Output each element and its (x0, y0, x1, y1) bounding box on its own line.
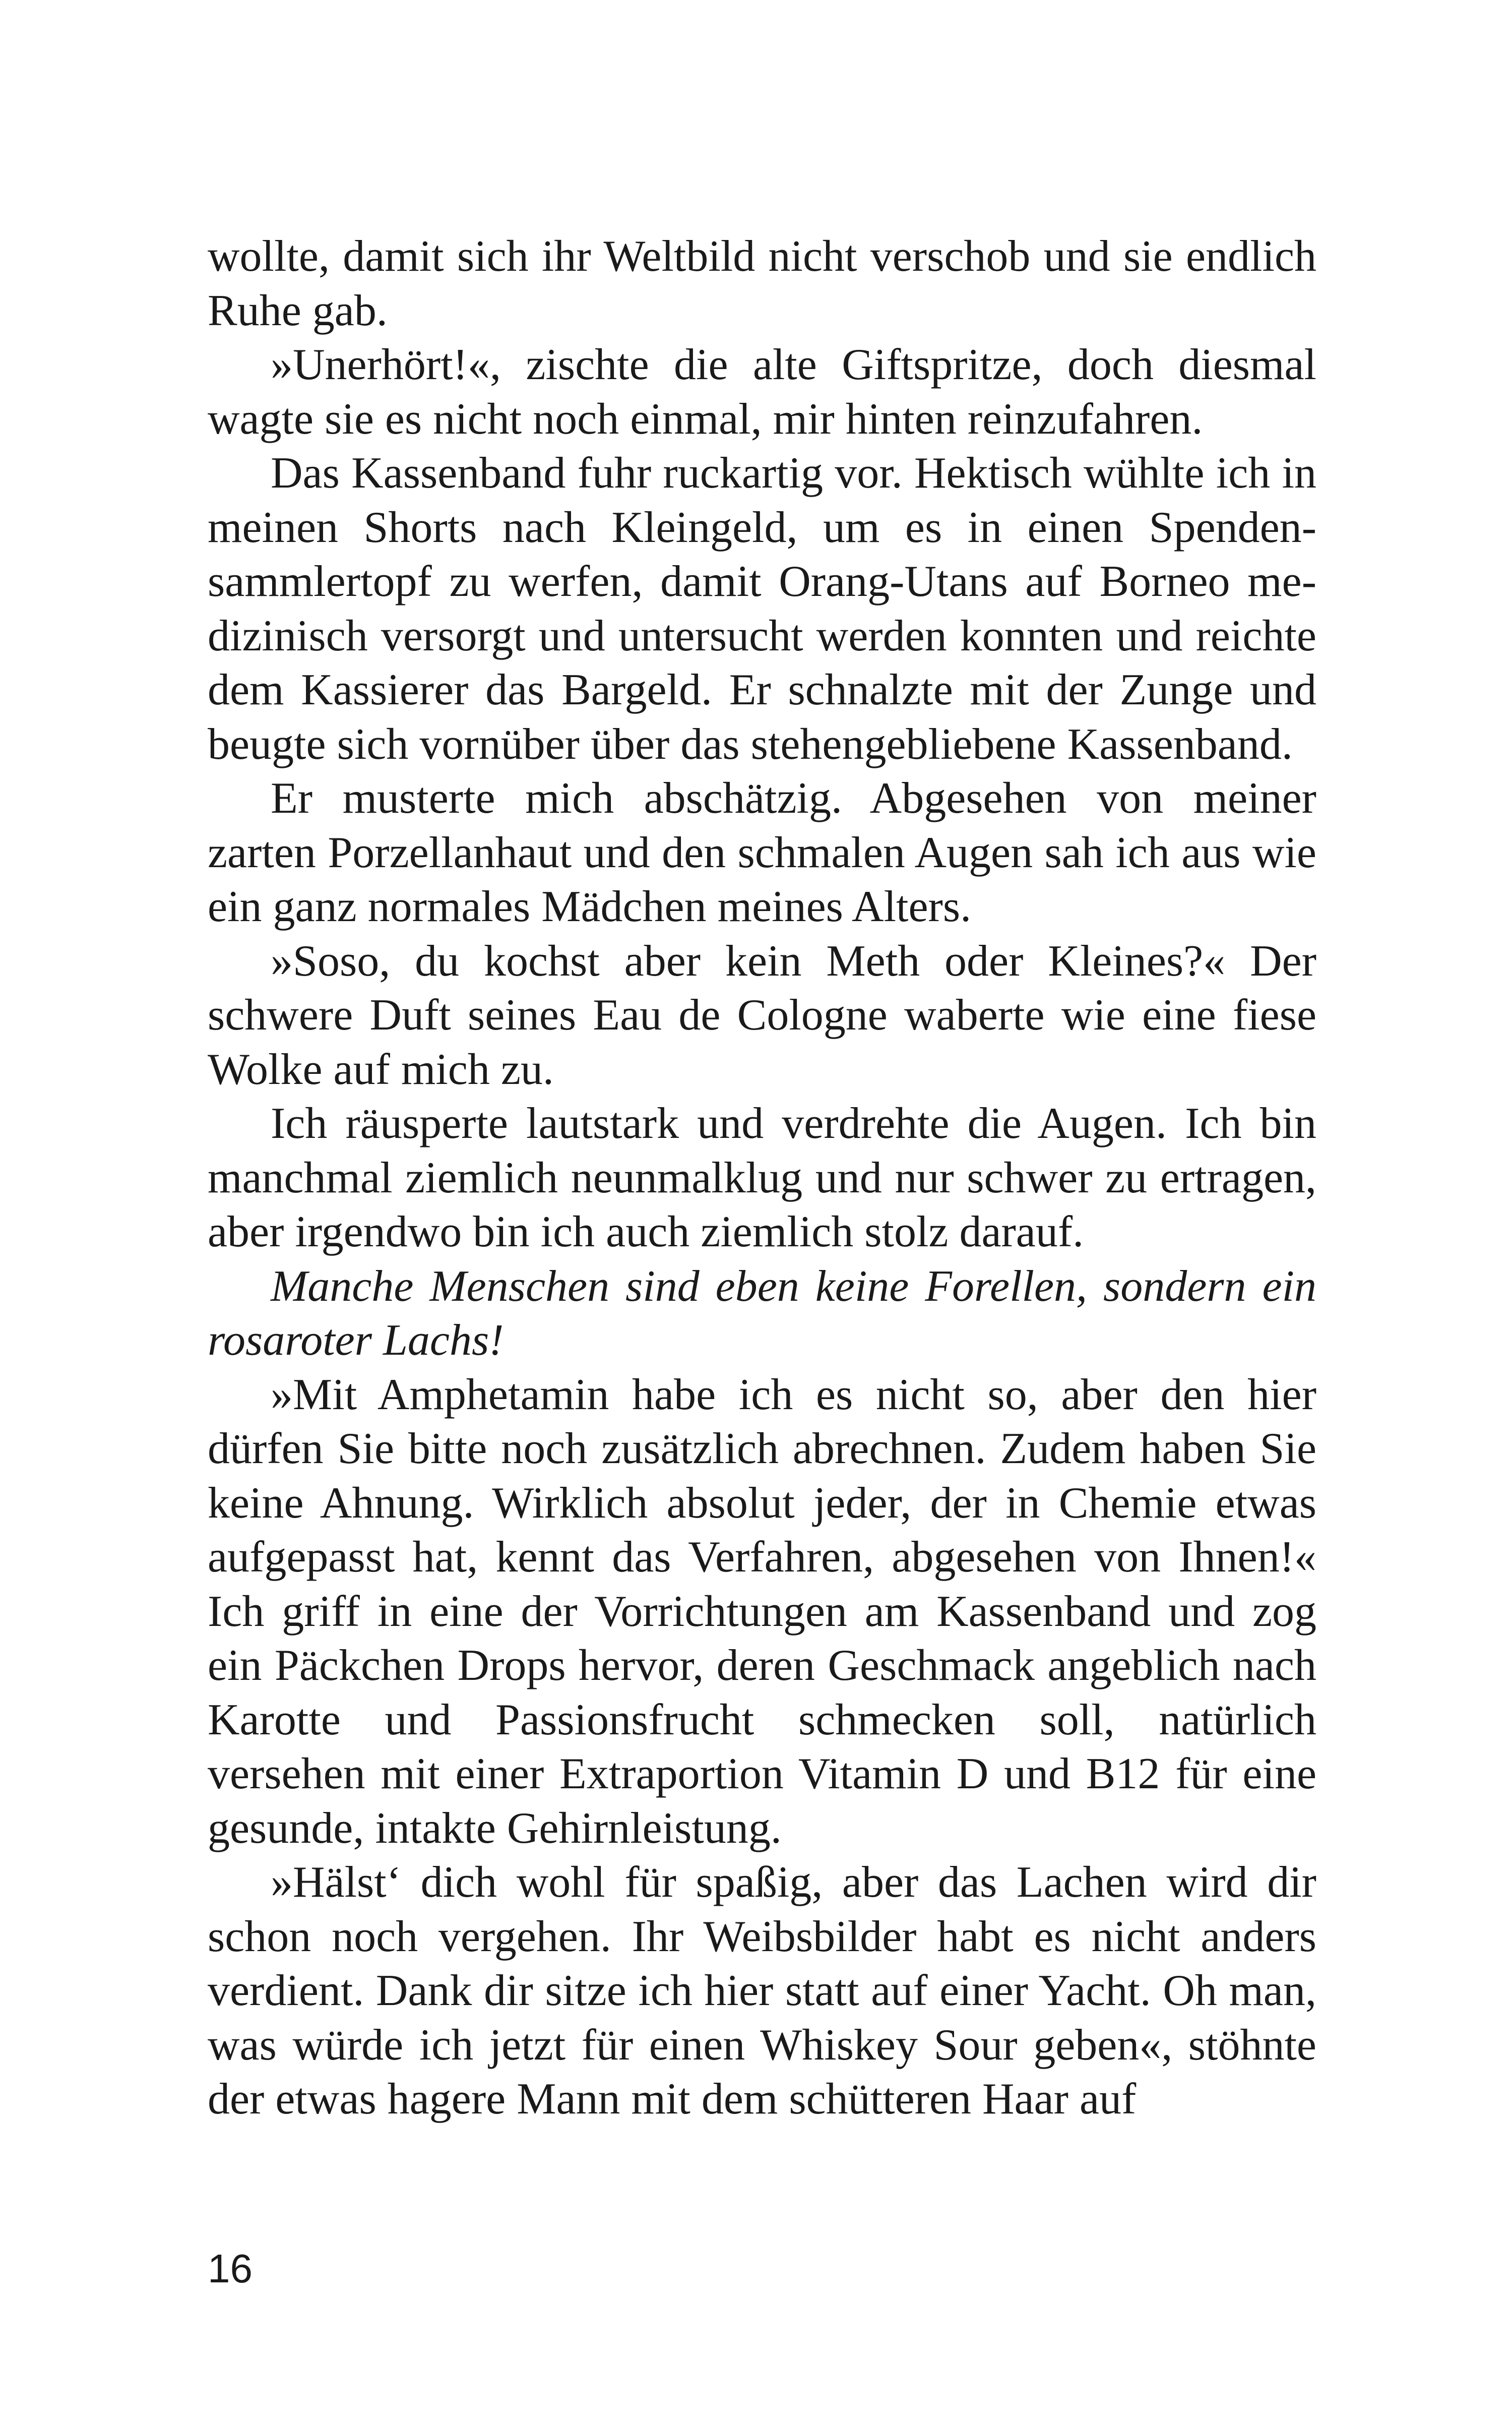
paragraph-raeusperte: Ich räusperte lautstark und verdrehte die Augen. Ich bin manchmal ziemlich neunmalklug und nur schwer zu ertragen, aber irgendwo bin ich auch ziemlich stolz darauf. (208, 1099, 1316, 1256)
paragraph-dialogue-soso: »Soso, du kochst aber kein Meth oder Kleines?« Der schwere Duft seines Eau de Cologne waberte wie eine fiese Wolke auf mich zu. (208, 936, 1316, 1094)
page-number: 16 (208, 2246, 253, 2291)
paragraph-dialogue-haelst: »Hälst‘ dich wohl für spaßig, aber das Lachen wird dir schon noch vergehen. Ihr Weibsbilder habt es nicht anders verdient. Dank dir sitze ich hier statt auf einer Yacht. Oh man, was würde ich jetzt für einen Whiskey Sour geben«, stöhnte der etwas hagere Mann mit dem schütteren Haar auf (208, 1858, 1316, 2124)
paragraph-kassenband: Das Kassenband fuhr ruckartig vor. Hektisch wühlte ich in meinen Shorts nach Kleingeld, um es in einen Spendensammlertopf zu werfen, damit Orang-Utans auf Borneo medizinisch versorgt und untersucht werden konnten und reichte dem Kassierer das Bargeld. Er schnalzte mit der Zunge und beugte sich vornüber über das stehengebliebene Kassenband. (208, 449, 1316, 769)
paragraph-musterte: Er musterte mich abschätzig. Abgesehen von meiner zarten Porzellanhaut und den schmalen Augen sah ich aus wie ein ganz normales Mädchen meines Alters. (208, 774, 1316, 931)
paragraph-italic-thought: Manche Menschen sind eben keine Forellen, sondern ein rosaroter Lachs! (208, 1261, 1316, 1365)
paragraph-continuation: wollte, damit sich ihr Weltbild nicht verschob und sie endlich Ruhe gab. (208, 232, 1316, 335)
book-page-body (208, 229, 1316, 2127)
paragraph-dialogue-amphetamin: »Mit Amphetamin habe ich es nicht so, aber den hier dürfen Sie bitte noch zusätzlich abrechnen. Zudem haben Sie keine Ahnung. Wirklich absolut jeder, der in Chemie etwas aufgepasst hat, kennt das Verfahren, abgesehen von Ihnen!« Ich griff in eine der Vorrichtungen am Kassenband und zog ein Päckchen Drops hervor, deren Geschmack angeblich nach Karotte und Passionsfrucht schmecken soll, natürlich versehen mit einer Extraportion Vitamin D und B12 für eine gesunde, intakte Gehirnleistung. (208, 1370, 1316, 1853)
paragraph-dialogue-giftspritze: »Unerhört!«, zischte die alte Giftspritze, doch diesmal wagte sie es nicht noch einmal, mir hinten reinzufahren. (208, 340, 1316, 444)
